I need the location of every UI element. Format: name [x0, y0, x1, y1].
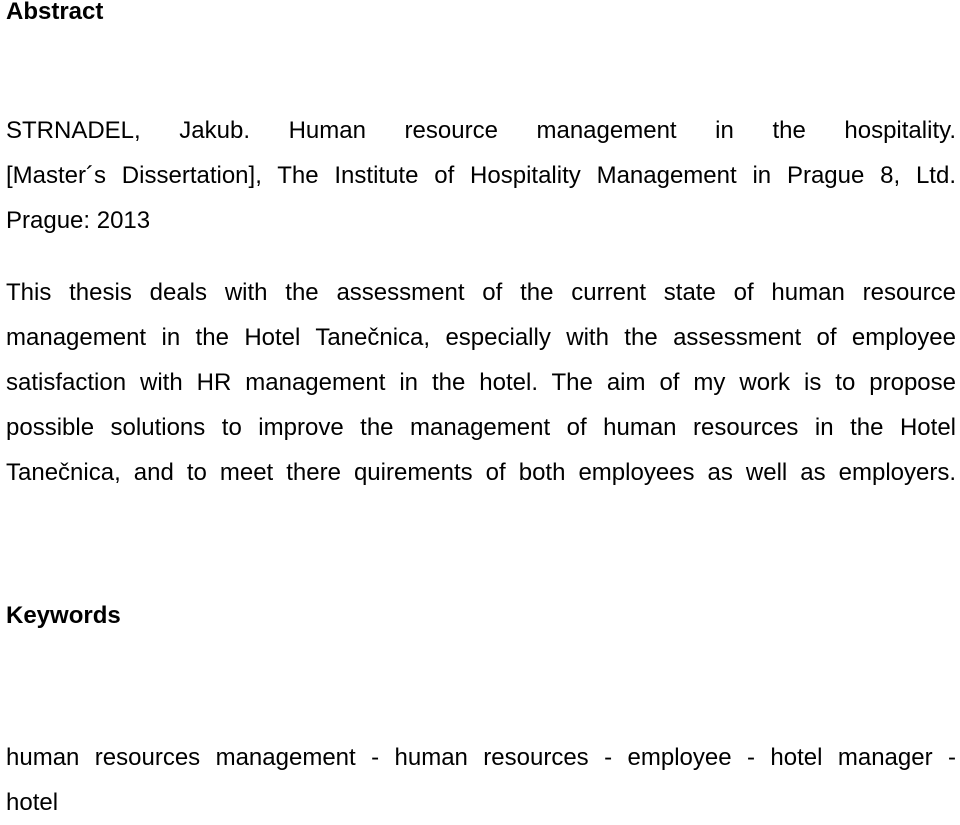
body-line: Tanečnica, and to meet there quirements of both employees as well as employers. — [6, 459, 956, 486]
keywords-heading: Keywords — [6, 602, 121, 629]
citation-paragraph — [6, 108, 956, 243]
body-line: satisfaction with HR management in the hotel. The aim of my work is to propose — [6, 369, 956, 396]
body-line: management in the Hotel Tanečnica, especially with the assessment of employee — [6, 324, 956, 351]
abstract-heading: Abstract — [6, 0, 104, 25]
citation-line: Prague: 2013 — [6, 207, 151, 234]
body-line: This thesis deals with the assessment of the current state of human resource — [6, 279, 956, 306]
citation-line: [Master´s Dissertation], The Institute of Hospitality Management in Prague 8, Ltd. — [6, 162, 956, 189]
citation-line: STRNADEL, Jakub. Human resource management in the hospitality. — [6, 117, 956, 144]
keywords-paragraph — [6, 735, 956, 825]
keywords-line: hotel — [6, 789, 59, 816]
abstract-body-paragraph — [6, 270, 956, 495]
keywords-line: human resources management - human resources - employee - hotel manager - — [6, 744, 956, 771]
body-line: possible solutions to improve the management of human resources in the Hotel — [6, 414, 956, 441]
